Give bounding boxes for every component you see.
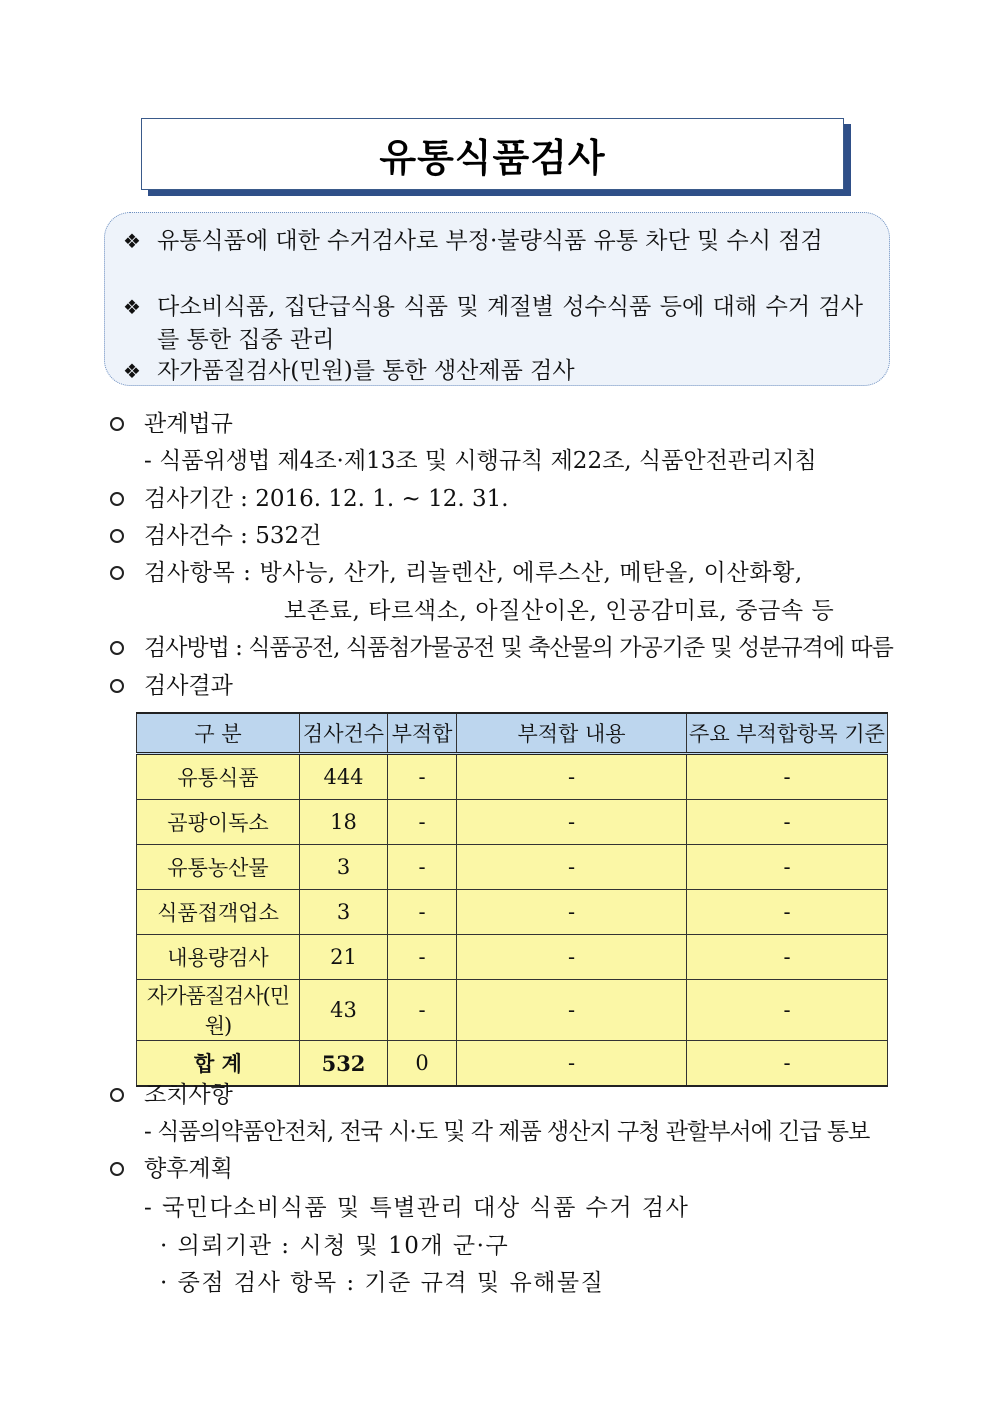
inspection-count: 검사건수 : 532건 bbox=[144, 523, 322, 549]
cell-nonconforming: - bbox=[388, 890, 457, 935]
results-table bbox=[136, 712, 888, 1087]
page-title: 유통식품검사 bbox=[379, 135, 606, 180]
total-label: 합 계 bbox=[137, 1041, 300, 1087]
table-row bbox=[137, 935, 888, 980]
circle-bullet-icon bbox=[110, 1162, 124, 1176]
cell-detail: - bbox=[457, 800, 687, 845]
circle-bullet-icon bbox=[110, 679, 124, 693]
cell-category: 유통식품 bbox=[137, 754, 300, 800]
circle-bullet-icon bbox=[110, 566, 124, 580]
cell-count: 3 bbox=[300, 890, 388, 935]
total-criteria: - bbox=[687, 1041, 888, 1087]
cell-criteria: - bbox=[687, 754, 888, 800]
header-nonconforming-detail: 부적합 내용 bbox=[457, 713, 687, 754]
plan-sub-agency: · 의뢰기관 : 시청 및 10개 군·구 bbox=[160, 1233, 510, 1259]
actions-detail: - 식품의약품안전처, 전국 시·도 및 각 제품 생산지 구청 관할부서에 긴급 통보 bbox=[144, 1119, 870, 1145]
inspection-items-line2: 보존료, 타르색소, 아질산이온, 인공감미료, 중금속 등 bbox=[284, 598, 835, 624]
cell-category: 식품접객업소 bbox=[137, 890, 300, 935]
inspection-period: 검사기간 : 2016. 12. 1. ~ 12. 31. bbox=[144, 486, 509, 512]
cell-detail: - bbox=[457, 935, 687, 980]
circle-bullet-icon bbox=[110, 641, 124, 655]
table-header-row bbox=[137, 713, 888, 754]
circle-bullet-icon bbox=[110, 492, 124, 506]
plan-heading: 향후계획 bbox=[144, 1156, 233, 1182]
table-row bbox=[137, 980, 888, 1041]
summary-text: 다소비식품, 집단급식용 식품 및 계절별 성수식품 등에 대해 수거 검사를 통한 집중 관리 bbox=[157, 294, 863, 353]
table-row bbox=[137, 845, 888, 890]
cell-category: 유통농산물 bbox=[137, 845, 300, 890]
cell-nonconforming: - bbox=[388, 980, 457, 1041]
summary-text: 유통식품에 대한 수거검사로 부정·불량식품 유통 차단 및 수시 점검 bbox=[157, 228, 823, 254]
cell-criteria: - bbox=[687, 980, 888, 1041]
cell-detail: - bbox=[457, 890, 687, 935]
table-row bbox=[137, 800, 888, 845]
diamond-bullet-icon: ❖ bbox=[123, 229, 141, 253]
cell-count: 43 bbox=[300, 980, 388, 1041]
cell-nonconforming: - bbox=[388, 754, 457, 800]
cell-detail: - bbox=[457, 980, 687, 1041]
total-count: 532 bbox=[300, 1041, 388, 1087]
cell-criteria: - bbox=[687, 800, 888, 845]
diamond-bullet-icon: ❖ bbox=[123, 359, 141, 383]
cell-category: 내용량검사 bbox=[137, 935, 300, 980]
table-total-row bbox=[137, 1041, 888, 1087]
table-row bbox=[137, 890, 888, 935]
cell-nonconforming: - bbox=[388, 845, 457, 890]
circle-bullet-icon bbox=[110, 1088, 124, 1102]
cell-count: 444 bbox=[300, 754, 388, 800]
circle-bullet-icon bbox=[110, 417, 124, 431]
inspection-method: 검사방법 : 식품공전, 식품첨가물공전 및 축산물의 가공기준 및 성분규격에 따름 bbox=[144, 635, 893, 661]
cell-count: 18 bbox=[300, 800, 388, 845]
plan-sub-focus: · 중점 검사 항목 : 기준 규격 및 유해물질 bbox=[160, 1270, 605, 1296]
cell-count: 3 bbox=[300, 845, 388, 890]
total-nonconforming: 0 bbox=[388, 1041, 457, 1087]
header-count: 검사건수 bbox=[300, 713, 388, 754]
inspection-items-line1: 검사항목 : 방사능, 산가, 리놀렌산, 에루스산, 메탄올, 이산화황, bbox=[144, 560, 803, 586]
header-category: 구 분 bbox=[137, 713, 300, 754]
cell-category: 자가품질검사(민원) bbox=[137, 980, 300, 1041]
cell-criteria: - bbox=[687, 935, 888, 980]
law-heading: 관계법규 bbox=[144, 411, 233, 437]
summary-box bbox=[104, 212, 890, 386]
total-detail: - bbox=[457, 1041, 687, 1087]
result-heading: 검사결과 bbox=[144, 673, 233, 699]
law-detail: - 식품위생법 제4조·제13조 및 시행규칙 제22조, 식품안전관리지침 bbox=[144, 448, 817, 474]
cell-category: 곰팡이독소 bbox=[137, 800, 300, 845]
plan-detail: - 국민다소비식품 및 특별관리 대상 식품 수거 검사 bbox=[144, 1195, 690, 1221]
cell-detail: - bbox=[457, 845, 687, 890]
cell-nonconforming: - bbox=[388, 935, 457, 980]
table-row bbox=[137, 754, 888, 800]
diamond-bullet-icon: ❖ bbox=[123, 295, 141, 319]
circle-bullet-icon bbox=[110, 529, 124, 543]
title-box bbox=[141, 118, 844, 190]
cell-count: 21 bbox=[300, 935, 388, 980]
cell-criteria: - bbox=[687, 845, 888, 890]
actions-heading: 조치사항 bbox=[144, 1082, 233, 1108]
summary-item bbox=[123, 225, 863, 258]
cell-criteria: - bbox=[687, 890, 888, 935]
header-nonconforming: 부적합 bbox=[388, 713, 457, 754]
summary-item bbox=[123, 355, 863, 388]
summary-item bbox=[123, 291, 863, 357]
header-criteria: 주요 부적합항목 기준 bbox=[687, 713, 888, 754]
cell-detail: - bbox=[457, 754, 687, 800]
summary-text: 자가품질검사(민원)를 통한 생산제품 검사 bbox=[157, 358, 575, 384]
cell-nonconforming: - bbox=[388, 800, 457, 845]
